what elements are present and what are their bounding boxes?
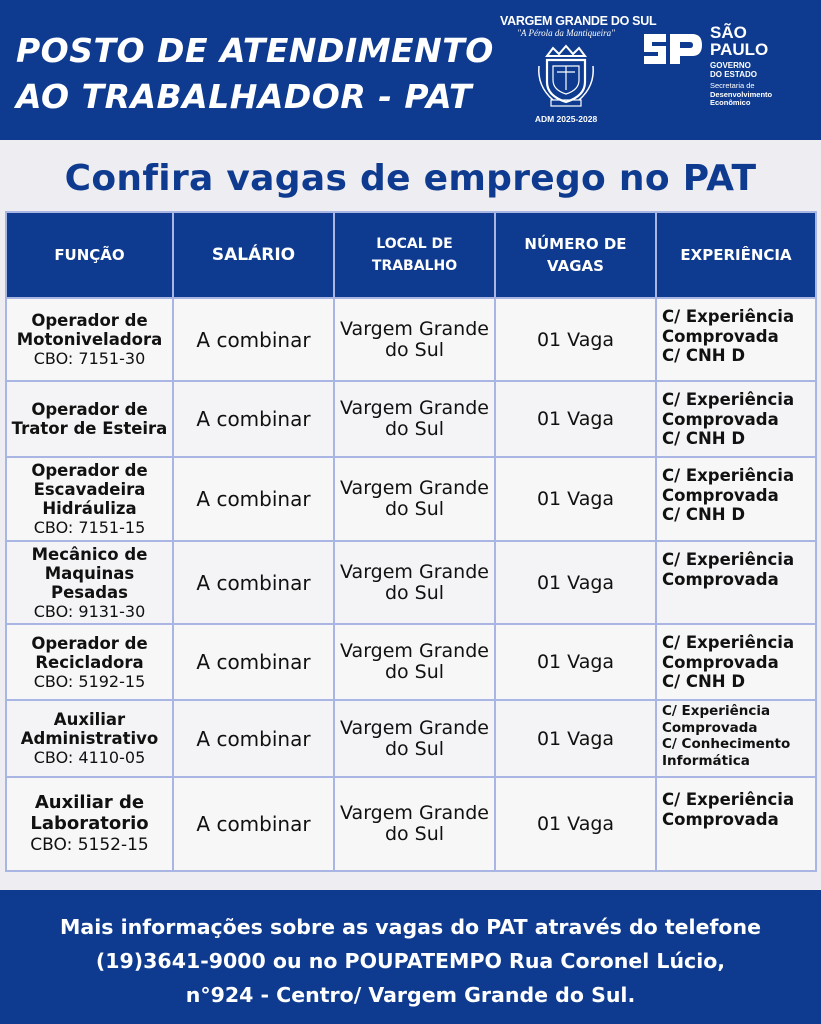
cell-funcao [6, 541, 173, 624]
cell-local [334, 298, 495, 381]
local-line: do Sul [384, 737, 445, 760]
exp-line: Comprovada [662, 569, 779, 589]
funcao-line: Recicladora [35, 652, 144, 672]
footer-line-3: n°924 - Centro/ Vargem Grande do Sul. [185, 983, 636, 1007]
local-line: Vargem Grande [340, 477, 489, 499]
header-numero-2: VAGAS [547, 257, 604, 275]
cell-experiencia [656, 777, 816, 871]
funcao-line: Operador de [31, 461, 148, 480]
footer-info [0, 910, 821, 1012]
state-logo [640, 24, 810, 124]
cbo-code: CBO: 5152-15 [30, 835, 149, 855]
table-header-row [6, 212, 816, 298]
funcao-line: Hidráuliza [42, 499, 137, 518]
exp-line: C/ Experiência [662, 790, 795, 809]
local-line: do Sul [384, 338, 445, 361]
cell-vagas: 01 Vaga [495, 700, 656, 777]
title-line-1: POSTO DE ATENDIMENTO [16, 31, 494, 70]
state-logo-gov1: GOVERNO [710, 61, 751, 70]
cell-salario: A combinar [173, 457, 334, 541]
table-row [6, 541, 816, 624]
cell-funcao [6, 457, 173, 541]
table-row [6, 381, 816, 457]
local-line: Vargem Grande [340, 317, 489, 340]
cell-funcao [6, 777, 173, 871]
cell-local [334, 624, 495, 700]
local-line: Vargem Grande [340, 802, 489, 824]
cell-vagas: 01 Vaga [495, 624, 656, 700]
header-local-2: TRABALHO [371, 258, 458, 274]
exp-line: Comprovada [662, 485, 779, 505]
exp-line: Comprovada [662, 409, 779, 429]
header-local-1: LOCAL DE [376, 236, 453, 252]
exp-line: Comprovada [662, 719, 758, 736]
local-line: do Sul [384, 581, 445, 604]
local-line: do Sul [384, 418, 445, 440]
exp-line: C/ Conhecimento [662, 736, 791, 752]
cell-funcao [6, 700, 173, 777]
exp-line: C/ Experiência [662, 550, 795, 569]
cbo-code: CBO: 9131-30 [33, 601, 146, 621]
exp-line: C/ Experiência [662, 307, 795, 326]
cell-vagas: 01 Vaga [495, 777, 656, 871]
cell-salario: A combinar [173, 541, 334, 624]
city-logo-admin: ADM 2025-2028 [534, 114, 598, 124]
exp-line: Informática [662, 752, 750, 769]
funcao-line: Trator de Esteira [11, 419, 168, 438]
cell-salario: A combinar [173, 777, 334, 871]
local-line: do Sul [384, 498, 445, 520]
cell-experiencia [656, 624, 816, 700]
cell-vagas: 01 Vaga [495, 381, 656, 457]
header-local [334, 212, 495, 298]
exp-line: C/ CNH D [662, 505, 746, 524]
cell-local [334, 777, 495, 871]
funcao-line: Laboratorio [30, 813, 149, 834]
cell-local [334, 700, 495, 777]
cell-salario: A combinar [173, 298, 334, 381]
local-line: Vargem Grande [340, 397, 489, 419]
funcao-line: Motoniveladora [16, 330, 163, 349]
cbo-code: CBO: 7151-30 [33, 349, 146, 368]
cell-salario: A combinar [173, 700, 334, 777]
funcao-line: Maquinas [44, 563, 135, 583]
table-row [6, 777, 816, 871]
table-row [6, 298, 816, 381]
cbo-code: CBO: 7151-15 [33, 518, 146, 537]
funcao-line: Operador de [31, 633, 148, 653]
state-logo-gov [710, 61, 810, 79]
local-line: Vargem Grande [340, 716, 489, 739]
cell-experiencia [656, 700, 816, 777]
cell-experiencia [656, 457, 816, 541]
cell-vagas: 01 Vaga [495, 541, 656, 624]
exp-line: Comprovada [662, 326, 779, 346]
funcao-line: Operador de [31, 311, 148, 330]
city-logo-name: VARGEM GRANDE DO SUL [500, 14, 657, 28]
city-crest-icon [533, 42, 599, 108]
exp-line: C/ Experiência [662, 390, 795, 409]
cell-salario: A combinar [173, 624, 334, 700]
exp-line: Comprovada [662, 809, 779, 829]
cell-experiencia [656, 381, 816, 457]
funcao-line: Administrativo [20, 729, 159, 748]
header-numero [495, 212, 656, 298]
cell-local [334, 381, 495, 457]
table-row [6, 700, 816, 777]
cell-funcao [6, 624, 173, 700]
exp-line: C/ Experiência [662, 633, 795, 652]
cell-funcao [6, 298, 173, 381]
state-logo-sec3: Econômico [710, 98, 751, 107]
cell-funcao [6, 381, 173, 457]
cbo-code: CBO: 5192-15 [33, 671, 146, 691]
cell-local [334, 457, 495, 541]
exp-line: Comprovada [662, 652, 779, 672]
page-title [16, 28, 494, 120]
funcao-line: Auxiliar [53, 710, 126, 729]
header-salario: SALÁRIO [173, 212, 334, 298]
state-logo-secretaria [710, 82, 810, 108]
cbo-code: CBO: 4110-05 [33, 748, 146, 767]
city-logo [500, 14, 657, 132]
footer-line-2: (19)3641-9000 ou no POUPATEMPO Rua Coronel Lúcio, [95, 949, 726, 973]
city-logo-slogan: "A Pérola da Mantiqueira" [517, 28, 615, 38]
local-line: do Sul [384, 823, 445, 845]
header-experiencia: EXPERIÊNCIA [656, 212, 816, 298]
table-row [6, 457, 816, 541]
state-logo-line1: SÃO [710, 23, 747, 42]
cell-experiencia [656, 541, 816, 624]
exp-line: C/ CNH D [662, 672, 746, 691]
state-logo-sec2: Desenvolvimento [710, 89, 773, 99]
funcao-line: Escavadeira [33, 480, 146, 499]
local-line: Vargem Grande [340, 640, 489, 662]
cell-vagas: 01 Vaga [495, 457, 656, 541]
state-logo-sec1: Secretaria de [710, 81, 755, 90]
cell-vagas: 01 Vaga [495, 298, 656, 381]
page-subtitle: Confira vagas de emprego no PAT [64, 158, 757, 199]
funcao-line: Pesadas [50, 582, 128, 602]
cell-salario: A combinar [173, 381, 334, 457]
exp-line: C/ Experiência [662, 703, 771, 719]
state-logo-line2: PAULO [710, 40, 769, 59]
funcao-line: Auxiliar de [34, 792, 145, 813]
cell-local [334, 541, 495, 624]
sao-paulo-logo-icon [640, 28, 706, 70]
table-row [6, 624, 816, 700]
header-numero-1: NÚMERO DE [524, 235, 627, 253]
exp-line: C/ CNH D [662, 429, 746, 448]
cell-experiencia [656, 298, 816, 381]
title-line-2: AO TRABALHADOR - PAT [16, 77, 472, 116]
funcao-line: Mecânico de [31, 544, 148, 564]
footer-line-1: Mais informações sobre as vagas do PAT através do telefone [60, 915, 761, 939]
local-line: do Sul [384, 661, 445, 683]
exp-line: C/ Experiência [662, 466, 795, 485]
local-line: Vargem Grande [340, 560, 489, 583]
state-logo-gov2: DO ESTADO [710, 70, 757, 79]
header-funcao: FUNÇÃO [6, 212, 173, 298]
funcao-line: Operador de [31, 400, 148, 419]
job-table [5, 211, 817, 872]
exp-line: C/ CNH D [662, 346, 746, 365]
